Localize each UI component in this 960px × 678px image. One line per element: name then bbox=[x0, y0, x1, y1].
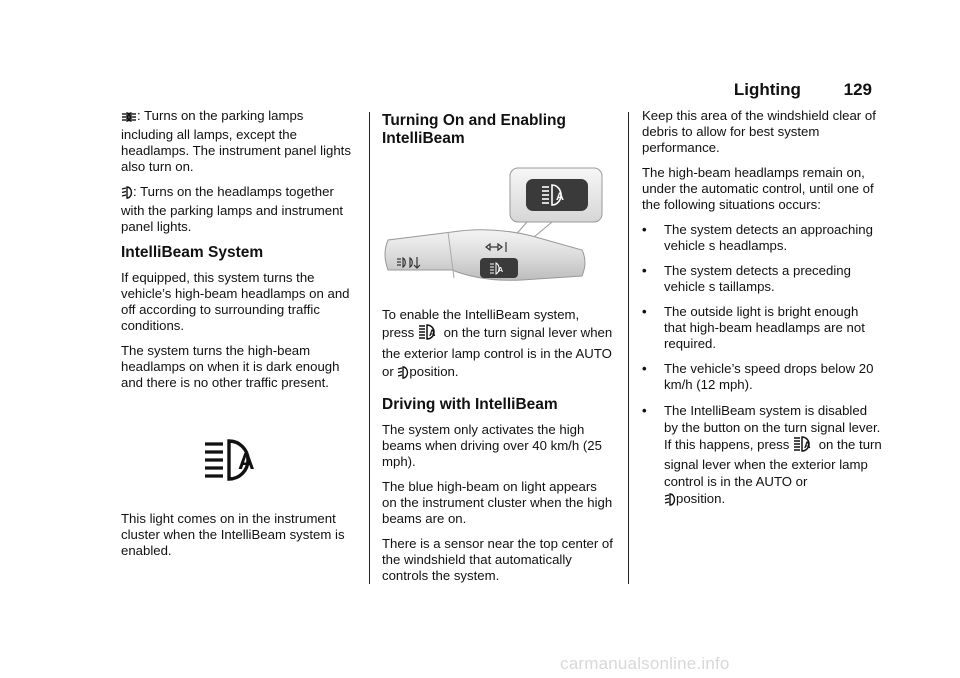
page-number: 129 bbox=[843, 80, 872, 99]
turn-signal-lever-illustration bbox=[382, 166, 607, 305]
headlamp-icon bbox=[397, 366, 409, 384]
svg-text:A: A bbox=[428, 328, 436, 338]
intellibeam-system-heading: IntelliBeam System bbox=[121, 244, 264, 261]
intellibeam-indicator-icon bbox=[203, 438, 269, 487]
headlamp-icon bbox=[121, 186, 133, 203]
column-left bbox=[121, 108, 357, 400]
page-header bbox=[734, 80, 872, 100]
remain-on-paragraph: The high-beam headlamps remain on, under the automatic control, until one of the following situations occurs: bbox=[642, 165, 874, 212]
list-item: • The IntelliBeam system is disabled by the button on the turn signal lever. If this happens, press A on the turn signal lever when the exterior lamp control is in the AUTO or position. bbox=[642, 402, 882, 510]
column-divider bbox=[628, 112, 629, 584]
parking-lamps-text: : Turns on the parking lamps including all lamps, except the headlamps. The instrument panel lights also turn on. bbox=[121, 108, 351, 174]
intellibeam-icon bbox=[793, 436, 815, 456]
list-item: • The system detects an approaching vehicle s headlamps. bbox=[642, 222, 873, 253]
list-item: • The outside light is bright enough that high-beam headlamps are not required. bbox=[642, 304, 865, 351]
list-item: • The vehicle’s speed drops below 20 km/h (12 mph). bbox=[642, 361, 874, 392]
intellibeam-icon bbox=[418, 324, 440, 345]
headlamps-paragraph bbox=[121, 184, 357, 235]
enable-instructions: To enable the IntelliBeam system, press A on the turn signal lever when the exterior lamp control is in the AUTO or position. bbox=[382, 306, 614, 384]
svg-text:A: A bbox=[556, 191, 564, 203]
watermark: carmanualsonline.info bbox=[560, 654, 730, 673]
indicator-description: This light comes on in the instrument cluster when the IntelliBeam system is enabled. bbox=[121, 511, 345, 558]
svg-text:A: A bbox=[498, 267, 504, 274]
sensor-paragraph: There is a sensor near the top center of the windshield that automatically controls the system. bbox=[382, 536, 613, 583]
parking-lamps-paragraph bbox=[121, 108, 357, 175]
enabling-heading: Turning On and Enabling IntelliBeam bbox=[382, 112, 566, 147]
section-title: Lighting bbox=[733, 80, 801, 99]
column-left-bottom bbox=[121, 511, 357, 568]
svg-text:A: A bbox=[238, 448, 255, 474]
intellibeam-intro: If equipped, this system turns the vehicle’s high-beam headlamps on and off according to surrounding traffic conditions. bbox=[121, 270, 350, 333]
windshield-paragraph: Keep this area of the windshield clear of debris to allow for best system performance. bbox=[642, 108, 876, 155]
column-middle-body bbox=[382, 306, 614, 593]
column-right bbox=[642, 108, 882, 519]
list-item: • The system detects a preceding vehicle s taillamps. bbox=[642, 263, 851, 294]
svg-text:A: A bbox=[804, 440, 811, 450]
headlamp-icon bbox=[664, 493, 676, 510]
headlamps-text: : Turns on the headlamps together with the parking lamps and instrument panel lights. bbox=[121, 184, 344, 234]
blue-light-paragraph: The blue high-beam on light appears on the instrument cluster when the high beams are on. bbox=[382, 479, 613, 526]
speed-paragraph: The system only activates the high beams when driving over 40 km/h (25 mph). bbox=[382, 422, 602, 469]
column-middle bbox=[382, 110, 612, 156]
parking-lamps-icon bbox=[121, 111, 137, 127]
driving-heading: Driving with IntelliBeam bbox=[382, 396, 558, 413]
intellibeam-dark-paragraph: The system turns the high-beam headlamps on when it is dark enough and there is no other traffic present. bbox=[121, 343, 340, 390]
column-divider bbox=[369, 112, 370, 584]
